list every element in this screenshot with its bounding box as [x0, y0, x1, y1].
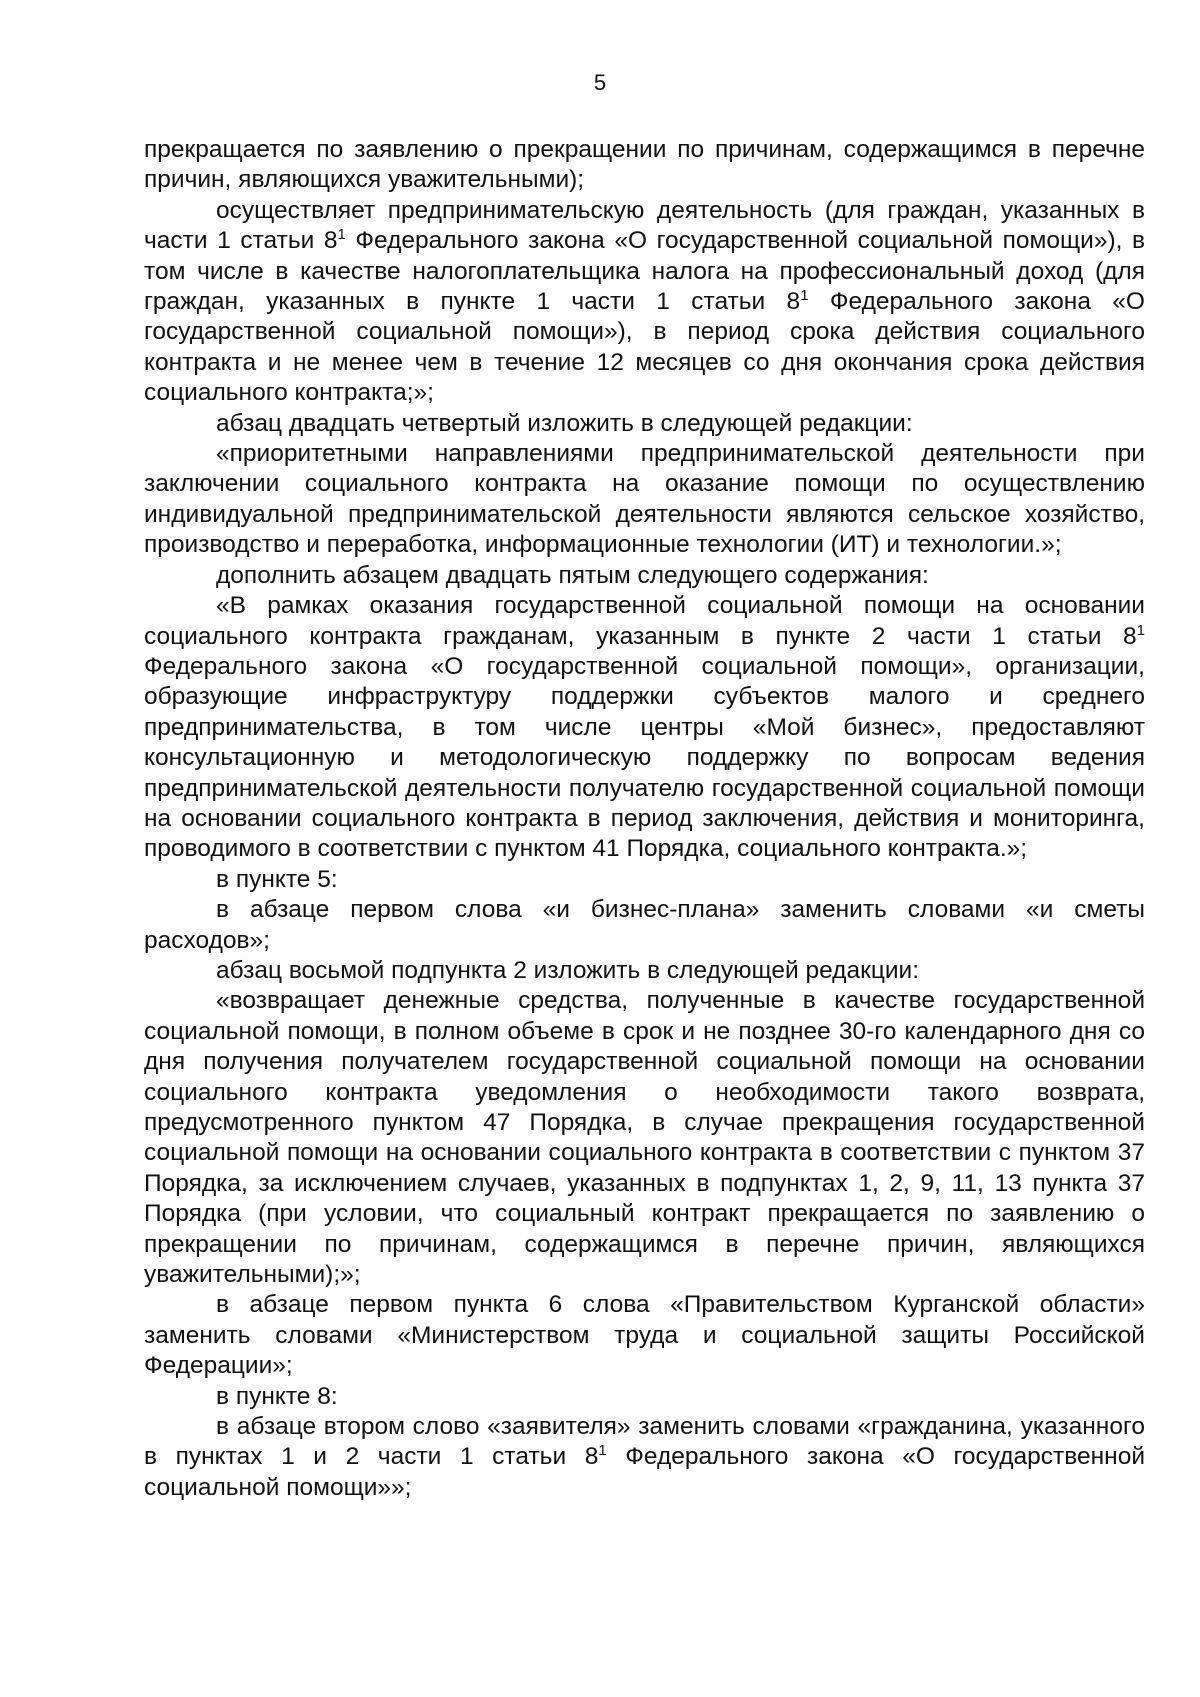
paragraph-p5	[144, 561, 1145, 591]
paragraph-p3	[144, 409, 1145, 439]
paragraph-text: Федерального закона «О государственной социальной помощи»»;	[144, 1443, 1146, 1501]
paragraph-p12	[144, 1382, 1145, 1412]
paragraph-p8	[144, 895, 1145, 956]
paragraph-text: в абзаце первом слова «и бизнес-плана» заменить словами «и сметы расходов»;	[144, 896, 1145, 954]
paragraph-text: «приоритетными направлениями предпринимательской деятельности при заключении социального контракта на оказание помощи по осуществлению индивидуальной предпринимательской деятельности являются сельское хозяйство, производство и переработка, информационные технологии (ИТ) и технологии.»;	[144, 440, 1145, 559]
paragraph-p1	[144, 135, 1145, 196]
paragraph-p6	[144, 591, 1145, 865]
superscript: 1	[598, 1442, 607, 1460]
document-body	[144, 135, 1145, 1503]
paragraph-text: в пункте 5:	[216, 865, 338, 893]
paragraph-text: дополнить абзацем двадцать пятым следующего содержания:	[216, 561, 929, 589]
superscript: 1	[800, 287, 809, 305]
paragraph-p7	[144, 865, 1145, 895]
paragraph-text: Федерального закона «О государственной социальной помощи», организации, образующие инфраструктуру поддержки субъектов малого и среднего предпринимательства, в том числе центры «Мой бизнес», предоставляют консультационную и методологическую поддержку по вопросам ведения предпринимательской деятельности получателю государственной социальной помощи на основании социального контракта в период заключения, действия и мониторинга, проводимого в соответствии с пунктом 41 Порядка, социального контракта.»;	[144, 652, 1145, 863]
paragraph-text: абзац двадцать четвертый изложить в следующей редакции:	[216, 409, 913, 437]
paragraph-p13	[144, 1412, 1145, 1503]
page-number: 5	[593, 70, 607, 95]
paragraph-text: абзац восьмой подпункта 2 изложить в следующей редакции:	[216, 956, 920, 984]
superscript: 1	[337, 226, 346, 244]
paragraph-text: «В рамках оказания государственной социальной помощи на основании социального контракта гражданам, указанным в пункте 2 части 1 статьи 8	[144, 592, 1145, 650]
paragraph-text: Федерального закона «О государственной социальной помощи»), в том числе в качестве налогоплательщика налога на профессиональный доход (для граждан, указанных в пункте 1 части 1 статьи 8	[144, 227, 1146, 316]
paragraph-text: Федерального закона «О государственной социальной помощи»), в период срока действия социального контракта и не менее чем в течение 12 месяцев со дня окончания срока действия социального контракта;»;	[144, 288, 1145, 407]
superscript: 1	[1136, 621, 1145, 639]
paragraph-text: «возвращает денежные средства, полученные в качестве государственной социальной помощи, в полном объеме в срок и не позднее 30-го календарного дня со дня получения получателем государственной социальной помощи на основании социального контракта уведомления о необходимости такого возврата, предусмотренного пунктом 47 Порядка, в случае прекращения государственной социальной помощи на основании социального контракта в соответствии с пунктом 37 Порядка, за исключением случаев, указанных в подпунктах 1, 2, 9, 11, 13 пункта 37 Порядка (при условии, что социальный контракт прекращается по заявлению о прекращении по причинам, содержащимся в перечне причин, являющихся уважительными);»;	[144, 987, 1145, 1289]
paragraph-text: осуществляет предпринимательскую деятельность (для граждан, указанных в части 1 статьи 8	[144, 196, 1145, 255]
paragraph-text: в абзаце первом пункта 6 слова «Правительством Курганской области» заменить словами «Министерством труда и социальной защиты Российской Федерации»;	[144, 1291, 1145, 1380]
paragraph-text: в абзаце втором слово «заявителя» заменить словами «гражданина, указанного в пунктах 1 и 2 части 1 статьи 8	[144, 1413, 1145, 1471]
paragraph-p9	[144, 956, 1145, 986]
paragraph-p10	[144, 986, 1145, 1290]
paragraph-text: в пункте 8:	[216, 1382, 338, 1410]
paragraph-p11	[144, 1290, 1145, 1381]
paragraph-text: прекращается по заявлению о прекращении по причинам, содержащимся в перечне причин, являющихся уважительными);	[144, 136, 1145, 194]
paragraph-p4	[144, 439, 1145, 561]
paragraph-p2	[144, 196, 1145, 409]
